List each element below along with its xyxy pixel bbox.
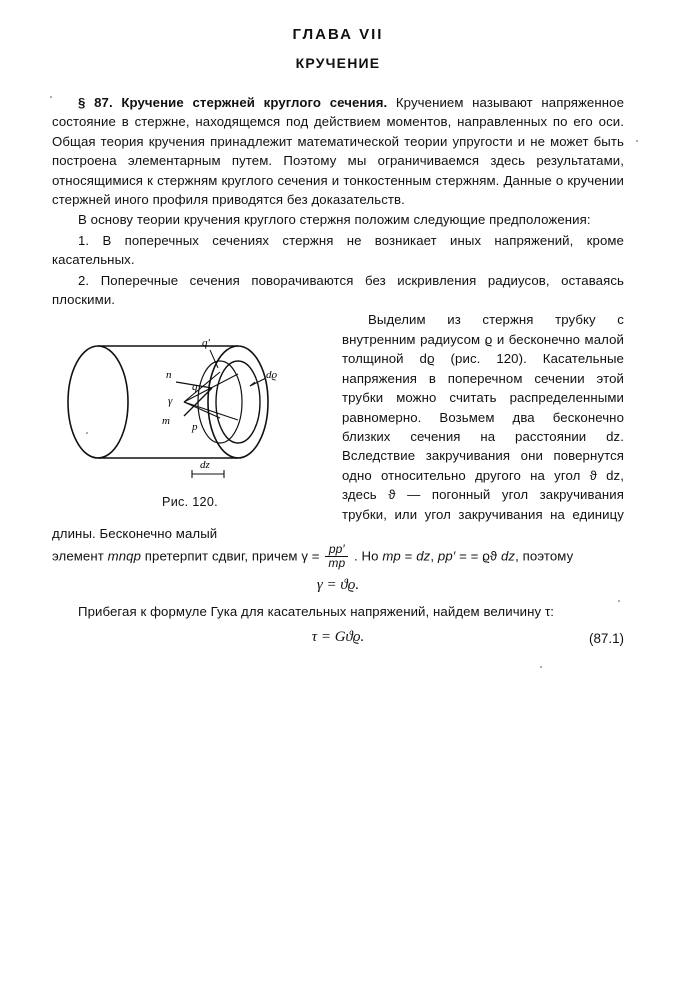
scan-speck xyxy=(86,432,88,434)
formula-tau-row xyxy=(52,629,624,651)
paragraph-2: В основу теории кручения круглого стержня положим следующие предположения: xyxy=(78,212,591,228)
fraction-numerator: pp′ xyxy=(328,542,345,557)
scan-speck xyxy=(540,666,542,668)
p6-part-d: = xyxy=(400,548,417,564)
paragraph-1-text: Кручением называют напряженное состояние в стержне, находящемся под действием моментов, направленных по его оси. Общая теория кручения принадлежит математической теории упругости и не может быть построена элементарным путем. Поэтому мы ограничиваемся здесь результатами, относящимися к стержням круглого сечения и тонкостенным стержням. Данные о кручении стержней иного профиля приводятся без доказательств. xyxy=(52,95,624,208)
figure-label-q-prime: q′ xyxy=(202,337,210,350)
paragraph-7: Прибегая к формуле Гука для касательных напряжений, найдем величину τ: xyxy=(78,603,555,619)
paragraph-section-intro xyxy=(52,93,624,209)
formula-gamma: γ = ϑϱ. xyxy=(316,576,360,593)
torsion-cylinder-diagram xyxy=(52,316,328,488)
p6-dz2: dz xyxy=(500,548,516,564)
fraction-denominator: mp xyxy=(325,556,348,570)
p6-part-c: . Но xyxy=(350,548,383,564)
formula-number: (87.1) xyxy=(589,630,624,646)
figure-label-m: m xyxy=(162,415,170,428)
formula-tau: τ = Gϑϱ. xyxy=(311,628,365,645)
figure-label-n: n xyxy=(166,369,172,382)
p6-element-name: mnqp xyxy=(107,548,142,564)
p6-part-f: = = ϱϑ xyxy=(455,548,501,564)
scan-speck xyxy=(618,600,620,602)
p6-dz: dz xyxy=(416,548,431,564)
scan-speck xyxy=(50,96,52,98)
figure-label-gamma: γ xyxy=(168,395,173,408)
figure-label-drho: dϱ xyxy=(266,369,278,382)
p6-part-e: , xyxy=(430,548,438,564)
paragraph-assumption-1: 1. В поперечных сечениях стержня не возникает иных напряжений, кроме касательных. xyxy=(52,232,624,268)
figure-label-dz: dz xyxy=(200,459,210,472)
fraction-pp-over-mp xyxy=(325,543,348,569)
scan-speck xyxy=(636,140,638,142)
figure-120 xyxy=(52,316,328,509)
figure-caption: Рис. 120. xyxy=(162,495,218,510)
figure-label-p: p xyxy=(192,421,198,434)
p6-pp: pp′ xyxy=(437,548,456,564)
paragraph-6 xyxy=(52,544,624,570)
p6-mp: mp xyxy=(382,548,401,564)
chapter-title: КРУЧЕНИЕ xyxy=(295,55,381,71)
chapter-heading: ГЛАВА VII xyxy=(292,26,384,43)
section-number-label: § 87. Кручение стержней круглого сечения. xyxy=(78,95,388,110)
p6-part-b: претерпит сдвиг, причем γ = xyxy=(141,548,324,564)
figure-label-q: q xyxy=(192,381,198,394)
paragraph-5: Выделим из стержня трубку с внутренним радиусом ϱ и бесконечно малой толщиной dϱ (рис. 120). Касательные напряжения в поперечном сечении этой трубки можно считать распределенными равномерно. Возьмем два бесконечно близких сечения на расстоянии dz. Вследствие закручивания они повернутся одно относительно другого на угол ϑ dz, здесь ϑ — погонный угол закручивания трубки, или угол закручивания на единицу длины. Бесконечно малый xyxy=(52,312,624,541)
figure-and-text-block xyxy=(52,310,624,544)
p6-part-g: , поэтому xyxy=(515,548,574,564)
p6-part-a: элемент xyxy=(52,548,108,564)
paragraph-assumption-2: 2. Поперечные сечения поворачиваются без искривления радиусов, оставаясь плоскими. xyxy=(52,272,624,308)
